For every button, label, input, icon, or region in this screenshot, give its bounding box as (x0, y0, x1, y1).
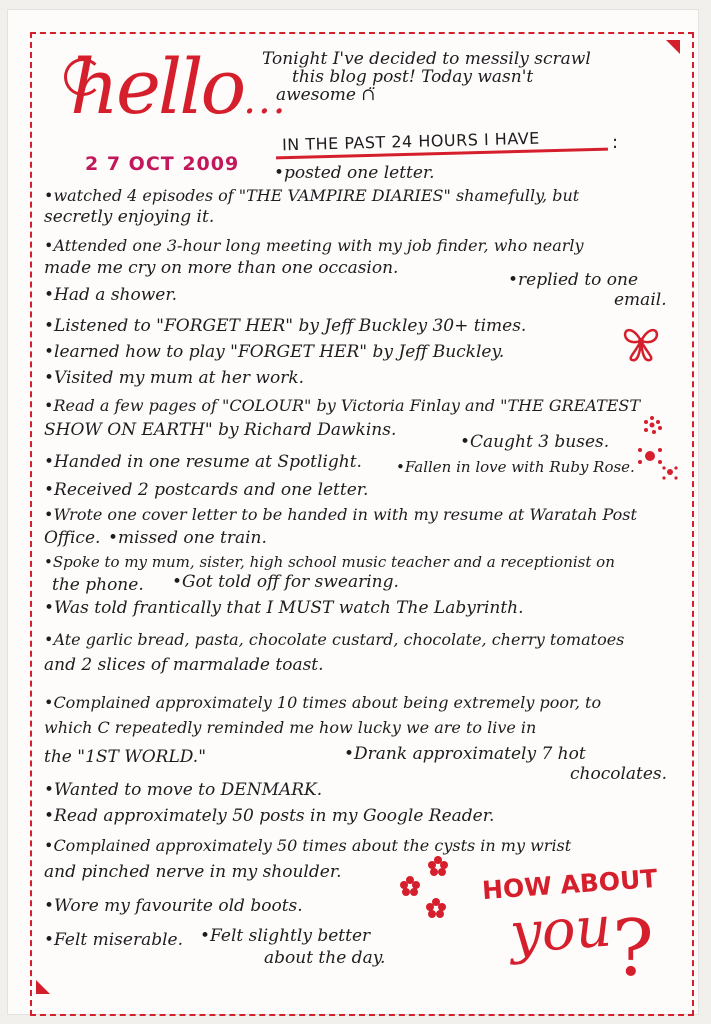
greeting (70, 42, 287, 131)
small-flowers-icon (396, 852, 460, 928)
list-item: •Wrote one cover letter to be handed in with my resume at Waratah Post (44, 505, 637, 524)
heading: IN THE PAST 24 HOURS I HAVE (281, 128, 541, 155)
list-item: •Spoke to my mum, sister, high school music teacher and a receptionist on (44, 553, 615, 571)
list-item: •Felt miserable. (44, 930, 184, 950)
list-item: •Read approximately 50 posts in my Google Reader. (44, 806, 495, 826)
closing-question-mark: ? (612, 904, 654, 994)
list-item: •Wanted to move to DENMARK. (44, 780, 323, 800)
list-item: •Listened to "FORGET HER" by Jeff Buckley 30+ times. (44, 316, 527, 336)
list-item: •Ate garlic bread, pasta, chocolate custard, chocolate, cherry tomatoes (44, 630, 625, 649)
list-item-cont: secretly enjoying it. (44, 207, 215, 227)
closing-you: you (507, 894, 614, 967)
flower-doodle-icon (618, 318, 664, 364)
list-item: •Fallen in love with Ruby Rose. (396, 458, 635, 476)
list-item: •Read a few pages of "COLOUR" by Victoria Finlay and "THE GREATEST (44, 396, 641, 415)
list-item: •Complained approximately 50 times about the cysts in my wrist (44, 836, 572, 855)
list-item: •replied to one (508, 270, 639, 290)
list-item-cont: about the day. (264, 948, 386, 968)
list-item-cont: the "1ST WORLD." (44, 747, 207, 767)
list-item: •Received 2 postcards and one letter. (44, 480, 369, 500)
list-item: •Complained approximately 10 times about being extremely poor, to (44, 693, 602, 712)
intro-line: awesome ∩̈ (276, 85, 376, 105)
list-item: •Was told frantically that I MUST watch The Labyrinth. (44, 598, 524, 618)
list-item: •Caught 3 buses. (460, 432, 610, 452)
list-item: •Attended one 3-hour long meeting with my job finder, who nearly (44, 236, 584, 255)
list-item: •learned how to play "FORGET HER" by Jeff Buckley. (44, 342, 505, 362)
list-item-cont: and 2 slices of marmalade toast. (44, 655, 324, 675)
list-item: •Handed in one resume at Spotlight. (44, 452, 362, 472)
list-item: •missed one train. (108, 528, 267, 548)
list-item: •Felt slightly better (200, 926, 371, 946)
intro-line: Tonight I've decided to messily scrawl (262, 49, 591, 69)
corner-fold-bottom-left (36, 980, 50, 994)
list-item-cont: the phone. (52, 575, 144, 595)
list-item-cont: Office. (44, 528, 101, 548)
list-item: •Got told off for swearing. (172, 572, 399, 592)
closing-how-about: HOW ABOUT (481, 863, 659, 906)
list-item: •posted one letter. (274, 163, 435, 183)
greeting-word: hello (70, 42, 244, 131)
list-item-cont: and pinched nerve in my shoulder. (44, 862, 342, 882)
list-item-cont: chocolates. (570, 764, 668, 784)
greeting-dots: ... (243, 77, 288, 123)
dotted-flower-icon (632, 414, 680, 494)
list-item: •Had a shower. (44, 285, 177, 305)
list-item: •Drank approximately 7 hot (344, 744, 586, 764)
list-item-cont: email. (614, 290, 667, 310)
intro-line: this blog post! Today wasn't (292, 67, 534, 87)
list-item-cont: SHOW ON EARTH" by Richard Dawkins. (44, 420, 397, 440)
list-item: •Wore my favourite old boots. (44, 896, 303, 916)
list-item-cont: which C repeatedly reminded me how lucky we are to live in (44, 718, 537, 737)
list-item-cont: made me cry on more than one occasion. (44, 258, 399, 278)
intro-text (262, 50, 591, 104)
heading-colon: : (612, 132, 619, 153)
list-item: •Visited my mum at her work. (44, 368, 305, 388)
list-item: •watched 4 episodes of "THE VAMPIRE DIARIES" shamefully, but (44, 186, 580, 205)
corner-fold-top-right (666, 40, 680, 54)
date-stamp: 2 7 OCT 2009 (85, 153, 240, 175)
